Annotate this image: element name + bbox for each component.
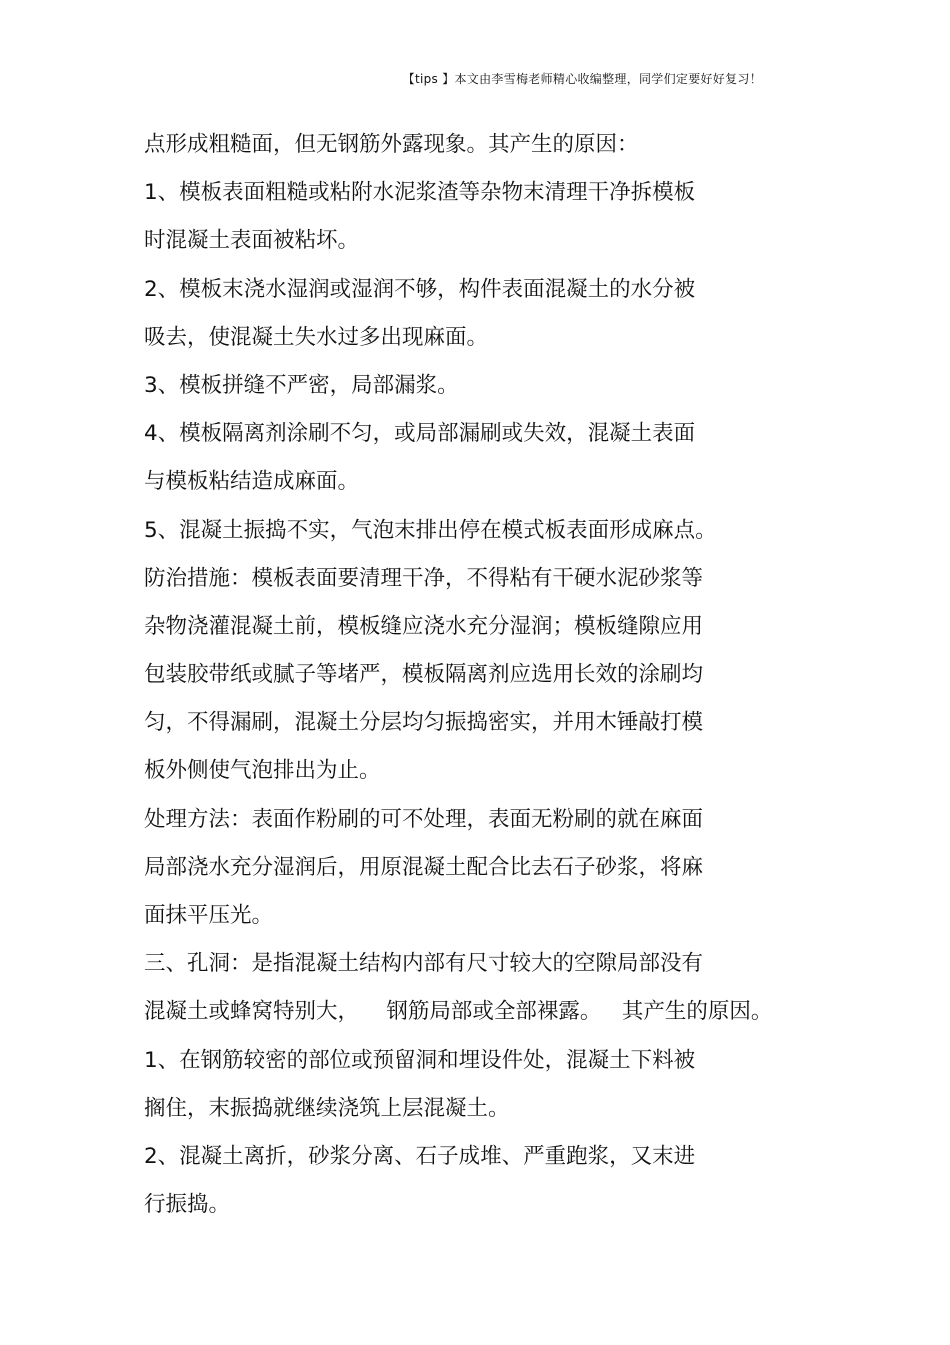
text-line: 匀，不得漏刷，混凝土分层均匀振捣密实，并用木锤敲打模: [144, 710, 704, 736]
text-line: 2、混凝土离折，砂浆分离、石子成堆、严重跑浆，又末进: [144, 1143, 696, 1169]
text-line: 三、孔洞：是指混凝土结构内部有尺寸较大的空隙局部没有: [144, 951, 704, 977]
text-line: 1、模板表面粗糙或粘附水泥浆渣等杂物末清理干净拆模板: [144, 180, 696, 206]
text-line: 吸去，使混凝土失水过多出现麻面。: [144, 324, 489, 350]
text-line: 处理方法：表面作粉刷的可不处理，表面无粉刷的就在麻面: [144, 806, 704, 832]
header-tip: 【tips 】本文由李雪梅老师精心收编整理，同学们定要好好复习！: [402, 72, 762, 86]
text-line: 4、模板隔离剂涂刷不匀，或局部漏刷或失效，混凝土表面: [144, 421, 696, 447]
text-line: 搁住，末振捣就继续浇筑上层混凝土。: [144, 1095, 510, 1121]
text-line: 包装胶带纸或腻子等堵严，模板隔离剂应选用长效的涂刷均: [144, 662, 704, 688]
text-line: 局部浇水充分湿润后，用原混凝土配合比去石子砂浆，将麻: [144, 854, 704, 880]
text-line: 混凝土或蜂窝特别大， 钢筋局部或全部裸露。 其产生的原因。: [144, 999, 773, 1025]
text-line: 1、在钢筋较密的部位或预留洞和埋设件处，混凝土下料被: [144, 1047, 696, 1073]
text-line: 杂物浇灌混凝土前，模板缝应浇水充分湿润；模板缝隙应用: [144, 613, 704, 639]
text-line: 与模板粘结造成麻面。: [144, 469, 360, 495]
text-line: 行振捣。: [144, 1192, 231, 1218]
text-line: 2、模板末浇水湿润或湿润不够，构件表面混凝土的水分被: [144, 276, 696, 302]
text-line: 时混凝土表面被粘坏。: [144, 228, 360, 254]
text-line: 5、混凝土振捣不实，气泡末排出停在模式板表面形成麻点。: [144, 517, 717, 543]
text-line: 面抹平压光。: [144, 903, 274, 928]
text-line: 点形成粗糙面，但无钢筋外露现象。其产生的原因：: [144, 132, 639, 157]
text-line: 板外侧使气泡排出为止。: [144, 758, 381, 784]
body-text: [144, 128, 934, 1236]
text-line: 防治措施：模板表面要清理干净，不得粘有干硬水泥砂浆等: [144, 565, 704, 591]
text-line: 3、模板拼缝不严密，局部漏浆。: [144, 372, 459, 398]
